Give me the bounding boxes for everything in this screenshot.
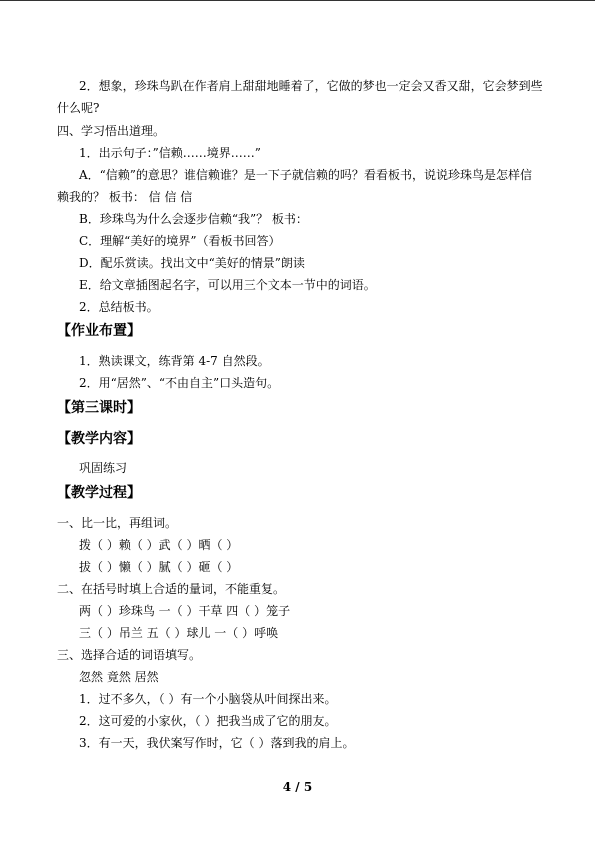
homework-item: 1．熟读课文，练背第 4-7 自然段。	[79, 354, 270, 368]
text-line: 2．总结板书。	[79, 300, 159, 314]
content-text: 巩固练习	[79, 461, 128, 475]
process-line: 拨（ ）赖（ ）武（ ）晒（ ）	[79, 538, 239, 552]
process-line: 2．这可爱的小家伙，（ ）把我当成了它的朋友。	[79, 714, 337, 728]
text-line: C．理解“美好的境界”（看板书回答）	[79, 234, 281, 248]
process-line: 二、在括号时填上合适的量词，不能重复。	[57, 582, 286, 596]
process-line: 3．有一天，我伏案写作时，它（ ）落到我的肩上。	[79, 736, 355, 750]
process-line: 拔（ ）懒（ ）腻（ ）砸（ ）	[79, 560, 239, 574]
homework-item: 2．用“居然”、“不由自主”口头造句。	[79, 376, 280, 390]
text-line: 四、学习悟出道理。	[57, 124, 166, 138]
text-line: 赖我的？ 板书： 信 信 信	[57, 190, 193, 204]
section-heading-homework: 【作业布置】	[57, 323, 141, 339]
process-line: 一、比一比，再组词。	[57, 516, 178, 530]
process-line: 三、选择合适的词语填写。	[57, 648, 202, 662]
text-line: D．配乐赏读。找出文中“美好的情景”朗读	[79, 256, 305, 270]
page-number: 4 / 5	[282, 780, 313, 794]
process-line: 三（ ）吊兰 五（ ）球儿 一（ ）呼唤	[79, 626, 279, 640]
process-line: 忽然 竟然 居然	[79, 670, 159, 684]
process-line: 1．过不多久，（ ）有一个小脑袋从叶间探出来。	[79, 692, 337, 706]
text-line: E．给文章插图起名字，可以用三个文本一节中的词语。	[79, 278, 376, 292]
section-heading-process: 【教学过程】	[57, 485, 141, 501]
section-heading-third-lesson: 【第三课时】	[57, 400, 141, 416]
section-heading-content: 【教学内容】	[57, 431, 141, 447]
page-top-rule	[0, 0, 595, 1]
process-line: 两（ ）珍珠鸟 一（ ）干草 四（ ）笼子	[79, 604, 291, 618]
text-line: 1．出示句子：”信赖……境界……”	[79, 146, 261, 160]
text-line: A．“信赖”的意思？谁信赖谁？是一下子就信赖的吗？看看板书，说说珍珠鸟是怎样信	[79, 168, 532, 182]
text-line: B．珍珠鸟为什么会逐步信赖“我”？ 板书：	[79, 212, 308, 226]
text-line: 2．想象，珍珠鸟趴在作者肩上甜甜地睡着了，它做的梦也一定会又香又甜，它会梦到些	[79, 79, 543, 93]
text-line: 什么呢?	[57, 101, 100, 115]
